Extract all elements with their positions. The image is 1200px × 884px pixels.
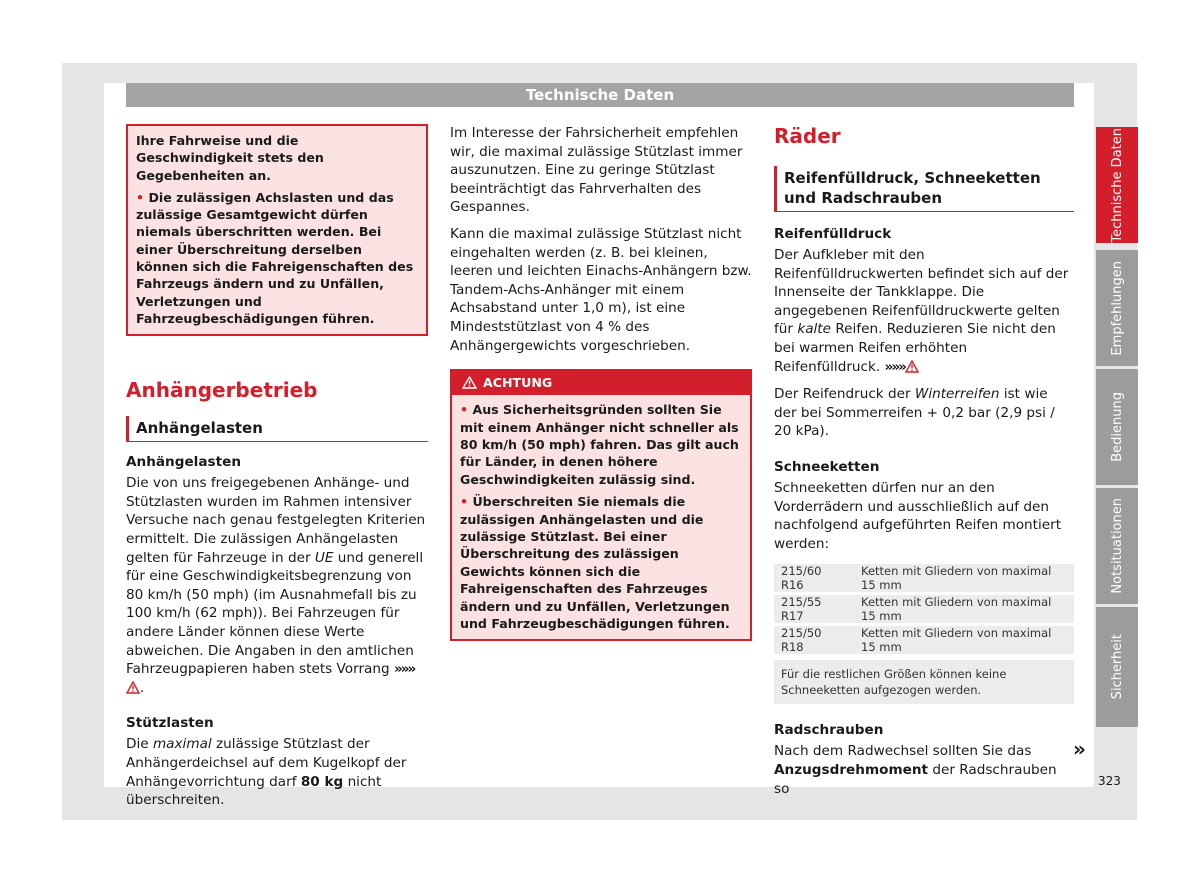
snow-chain-table bbox=[774, 561, 1074, 657]
paragraph-mindeststuetzlast: Kann die maximal zulässige Stützlast nicht eingehalten werden (z. B. bei kleinen, leeren und leichten Einachs-Anhängern bzw. Tandem-Achs-Anhänger mit einem Achsabstand unter 1,0 m), ist eine Mindeststützlast von 4 % des Anhängergewichts vorgeschrieben. bbox=[450, 225, 752, 354]
page-number: 323 bbox=[1098, 774, 1121, 788]
achtung-box bbox=[450, 369, 752, 641]
paragraph-stuetzlast-empfehlung: Im Interesse der Fahrsicherheit empfehlen wir, die maximal zulässige Stützlast immer auszunutzen. Eine zu geringe Stützlast beeinträchtigt das Fahrverhalten des Gespannes. bbox=[450, 125, 743, 216]
continued-marker: » bbox=[1073, 737, 1086, 761]
tab-sicherheit[interactable]: Sicherheit bbox=[1096, 607, 1138, 727]
reference-chevrons: »»» bbox=[393, 661, 415, 678]
tab-notsituationen[interactable]: Notsituationen bbox=[1096, 488, 1138, 604]
paragraph-reifenfuelldruck: Der Aufkleber mit den Reifenfülldruckwerten befindet sich auf der Innenseite der Tankklappe. Die angegebenen Reifenfülldruckwerte gelten für kalte Reifen. Reduzieren Sie nicht den bei warmen Reifen erhöhten Reifenfülldruck. »»» bbox=[774, 247, 1069, 375]
paragraph-winterreifen: Der Reifendruck der Winterreifen ist wie der bei Sommerreifen + 0,2 bar (2,9 psi / 20 kPa). bbox=[774, 386, 1055, 440]
table-row: 215/60 R16 Ketten mit Gliedern von maximal 15 mm bbox=[774, 564, 1074, 592]
tab-empfehlungen[interactable]: Empfehlungen bbox=[1096, 250, 1138, 366]
warning-triangle-icon bbox=[126, 681, 140, 694]
heading-radschrauben: Radschrauben bbox=[774, 722, 884, 739]
heading-stuetzlasten: Stützlasten bbox=[126, 715, 214, 732]
heading-schneeketten: Schneeketten bbox=[774, 458, 880, 475]
achtung-header bbox=[452, 371, 750, 395]
achtung-label: ACHTUNG bbox=[483, 375, 553, 391]
heading-anhaengelasten: Anhängelasten bbox=[126, 454, 241, 471]
warning-box-continued bbox=[126, 124, 428, 336]
section-title-anhaengerbetrieb: Anhängerbetrieb bbox=[126, 378, 318, 403]
reference-chevrons: »»» bbox=[884, 358, 905, 375]
tab-technische-daten[interactable]: Technische Daten bbox=[1096, 127, 1138, 243]
tab-bedienung[interactable]: Bedienung bbox=[1096, 369, 1138, 485]
achtung-bullet-1: • Aus Sicherheitsgründen sollten Sie mit einem Anhänger nicht schneller als 80 km/h (50 mph) fahren. Das gilt auch für Länder, in denen höhere Geschwindigkeiten zulässig sind. bbox=[460, 402, 739, 487]
paragraph-anhaengelasten: Die von uns freigegebenen Anhänge- und Stützlasten wurden im Rahmen intensiver Versuche nach genau festgelegten Kriterien ermittelt. Die zulässigen Anhängelasten gelten für Fahrzeuge in der UE und generell für eine Geschwindigkeitsbegrenzung von 80 km/h (50 mph) (im Ausnahmefall bis zu 100 km/h (62 mph)). Bei Fahrzeugen für andere Länder können diese Werte abweichen. Die Angaben in den amtlichen Fahrzeugpapieren haben stets Vorrang »»». bbox=[126, 475, 426, 696]
subsection-title-reifenfuelldruck: Reifenfülldruck, Schneeketten und Radschrauben bbox=[774, 166, 1074, 212]
chapter-header: Technische Daten bbox=[126, 83, 1074, 107]
warning-triangle-icon bbox=[905, 360, 919, 373]
paragraph-stuetzlasten: Die maximal zulässige Stützlast der Anhängerdeichsel auf dem Kugelkopf der Anhängevorrichtung darf 80 kg nicht überschreiten. bbox=[126, 736, 407, 809]
subsection-title-anhaengelasten: Anhängelasten bbox=[126, 416, 428, 442]
column-right bbox=[774, 124, 1074, 798]
warning-triangle-icon bbox=[462, 376, 477, 389]
snow-chain-note: Für die restlichen Größen können keine Schneeketten aufgezogen werden. bbox=[774, 660, 1074, 704]
heading-reifenfuelldruck: Reifenfülldruck bbox=[774, 226, 892, 242]
paragraph-schneeketten: Schneeketten dürfen nur an den Vorderrädern und ausschließlich auf den nachfolgend aufgeführten Reifen montiert werden: bbox=[774, 479, 1062, 552]
column-left bbox=[126, 124, 428, 810]
warning-intro: Ihre Fahrweise und die Geschwindigkeit stets den Gegebenheiten an. bbox=[136, 133, 324, 183]
table-row: 215/50 R18 Ketten mit Gliedern von maximal 15 mm bbox=[774, 626, 1074, 654]
paragraph-radschrauben: Nach dem Radwechsel sollten Sie das Anzugsdrehmoment der Radschrauben so bbox=[774, 743, 1057, 797]
achtung-bullet-2: • Überschreiten Sie niemals die zulässigen Anhängelasten und die zulässige Stützlast. Bei einer Überschreitung des zulässigen Gewichts können sich die Fahreigenschaften des Fahrzeuges ändern und zu Unfällen, Verletzungen und Fahrzeugbeschädigungen führen. bbox=[460, 494, 730, 631]
warning-bullet: • Die zulässigen Achslasten und das zulässige Gesamtgewicht dürfen niemals überschritten werden. Bei einer Überschreitung derselben können sich die Fahreigenschaften des Fahrzeugs ändern und zu Unfällen, Verletzungen und Fahrzeugbeschädigungen führen. bbox=[136, 189, 414, 326]
section-title-raeder: Räder bbox=[774, 124, 841, 148]
column-middle bbox=[450, 124, 752, 641]
table-row: 215/55 R17 Ketten mit Gliedern von maximal 15 mm bbox=[774, 595, 1074, 623]
